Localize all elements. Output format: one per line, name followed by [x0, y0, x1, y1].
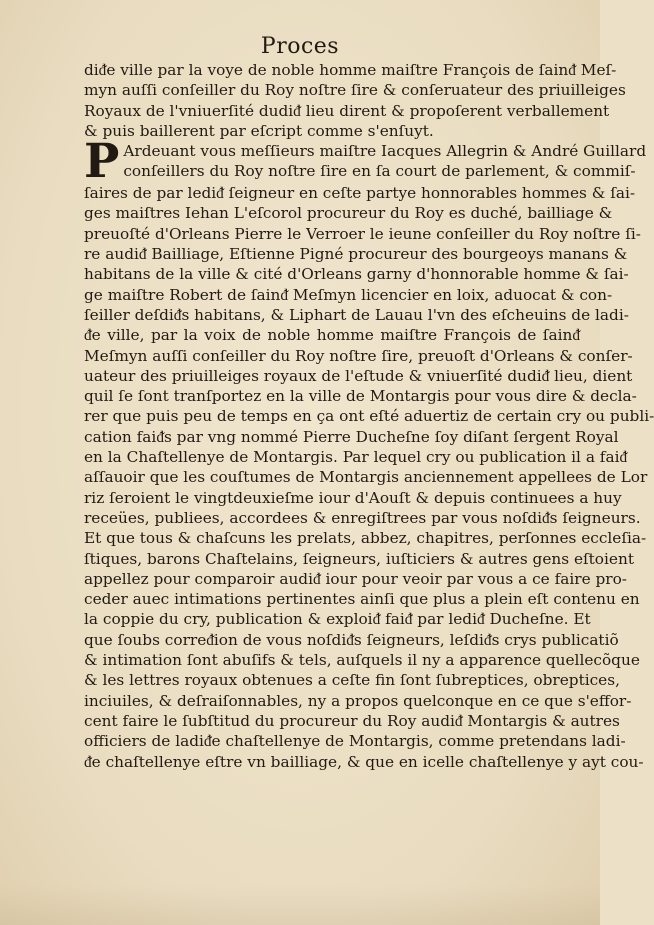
text-line: inciuiles, & deſraiſonnables, ny a propos quelconque en ce que s'effor-	[84, 691, 632, 710]
text-line: Ardeuant vous meſſieurs maiſtre Iacques Allegrin & André Guillard	[123, 142, 647, 161]
text-line: re audiᵭ Bailliage, Eſtienne Pigné procureur des bourgeoys manans &	[84, 245, 628, 264]
text-line: & puis baillerent par eſcript comme s'enſuyt.	[84, 121, 434, 140]
text-line: uateur des priuilleiges royaux de l'eſtude & vniuerſité dudiᵭ lieu, dient	[84, 366, 633, 385]
text-line: diᵭe ville par la voye de noble homme maiſtre François de ſainᵭ Meſ-	[84, 61, 617, 79]
paragraph	[84, 134, 654, 772]
text-line: ſeiller deſdiᵭs habitans, & Liphart de Lauau l'vn des eſcheuins de ladi-	[84, 305, 629, 324]
text-line: preuoſté d'Orleans Pierre le Verroer le ieune conſeiller du Roy noſtre ſi-	[84, 224, 641, 243]
text-line: Meſmyn auſſi conſeiller du Roy noſtre ſire, preuoſt d'Orleans & conſer-	[84, 346, 633, 365]
drop-cap: P	[84, 134, 120, 190]
text-line: la coppie du cry, publication & exploiᵭ faiᵭ par lediᵭ Ducheſne. Et	[84, 610, 591, 629]
text-line: conſeillers du Roy noſtre ſire en ſa court de parlement, & commiſ-	[123, 162, 636, 181]
text-line: riz ſeroient le vingtdeuxieſme iour d'Aouſt & depuis continuees a huy	[84, 488, 622, 507]
text-line: receües, publiees, accordees & enregiſtrees par vous noſdiᵭs ſeigneurs.	[84, 508, 641, 527]
text-line: ſtiques, barons Chaſtelains, ſeigneurs, iuſticiers & autres gens eſtoient	[84, 549, 634, 568]
text-line: aſſauoir que les couſtumes de Montargis anciennement appellees de Lor	[84, 468, 648, 487]
text-line: Et que tous & chaſcuns les prelats, abbez, chapitres, perſonnes eccleſia-	[84, 529, 647, 548]
text-line: habitans de la ville & cité d'Orleans garny d'honnorable homme & ſai-	[84, 265, 629, 284]
text-line: myn auſſi conſeiller du Roy noſtre ſire & conſeruateur des priuilleiges	[84, 81, 626, 100]
text-line: cation faiᵭs par vng nommé Pierre Ducheſne ſoy diſant ſergent Royal	[84, 427, 619, 446]
text-line: ge maiſtre Robert de ſainᵭ Meſmyn licencier en loix, aduocat & con-	[84, 285, 613, 304]
text-line: ᵭe ville, par la voix de noble homme maiſtre François de ſainᵭ	[84, 326, 580, 345]
text-line: ᵭe chaſtellenye eſtre vn bailliage, & que en icelle chaſtellenye y ayt cou-	[84, 752, 644, 771]
text-line: ges maiſtres Iehan L'eſcorol procureur du Roy es duché, bailliage &	[84, 204, 613, 223]
page-body	[84, 60, 654, 772]
text-line: cent faire le ſubſtitud du procureur du Roy audiᵭ Montargis & autres	[84, 711, 620, 730]
text-line: que ſoubs correᵭion de vous noſdiᵭs ſeigneurs, leſdiᵭs crys publicatiõ	[84, 630, 619, 649]
text-line: ceder auec intimations pertinentes ainſi que plus a plein eſt contenu en	[84, 590, 640, 609]
text-line: & les lettres royaux obtenues a ceſte fin ſont ſubreptices, obreptices,	[84, 671, 620, 690]
text-line: & intimation ſont abuſifs & tels, auſquels il ny a apparence quellecõque	[84, 651, 640, 670]
text-line: Royaux de l'vniuerſité dudiᵭ lieu dirent & propoſerent verballement	[84, 101, 610, 120]
text-line: officiers de ladiᵭe chaſtellenye de Montargis, comme pretendans ladi-	[84, 732, 626, 751]
text-line: ſaires de par lediᵭ ſeigneur en ceſte partye honnorables hommes & ſai-	[84, 184, 636, 203]
running-title: Proces	[260, 34, 340, 59]
text-line: rer que puis peu de temps en ça ont eſté aduertiz de certain cry ou publi-	[84, 407, 654, 426]
text-line: en la Chaſtellenye de Montargis. Par lequel cry ou publication il a faiᵭ	[84, 448, 628, 467]
text-line: appellez pour comparoir audiᵭ iour pour veoir par vous a ce faire pro-	[84, 569, 627, 588]
text-line: quil ſe ſont tranſportez en la ville de Montargis pour vous dire & decla-	[84, 387, 637, 406]
